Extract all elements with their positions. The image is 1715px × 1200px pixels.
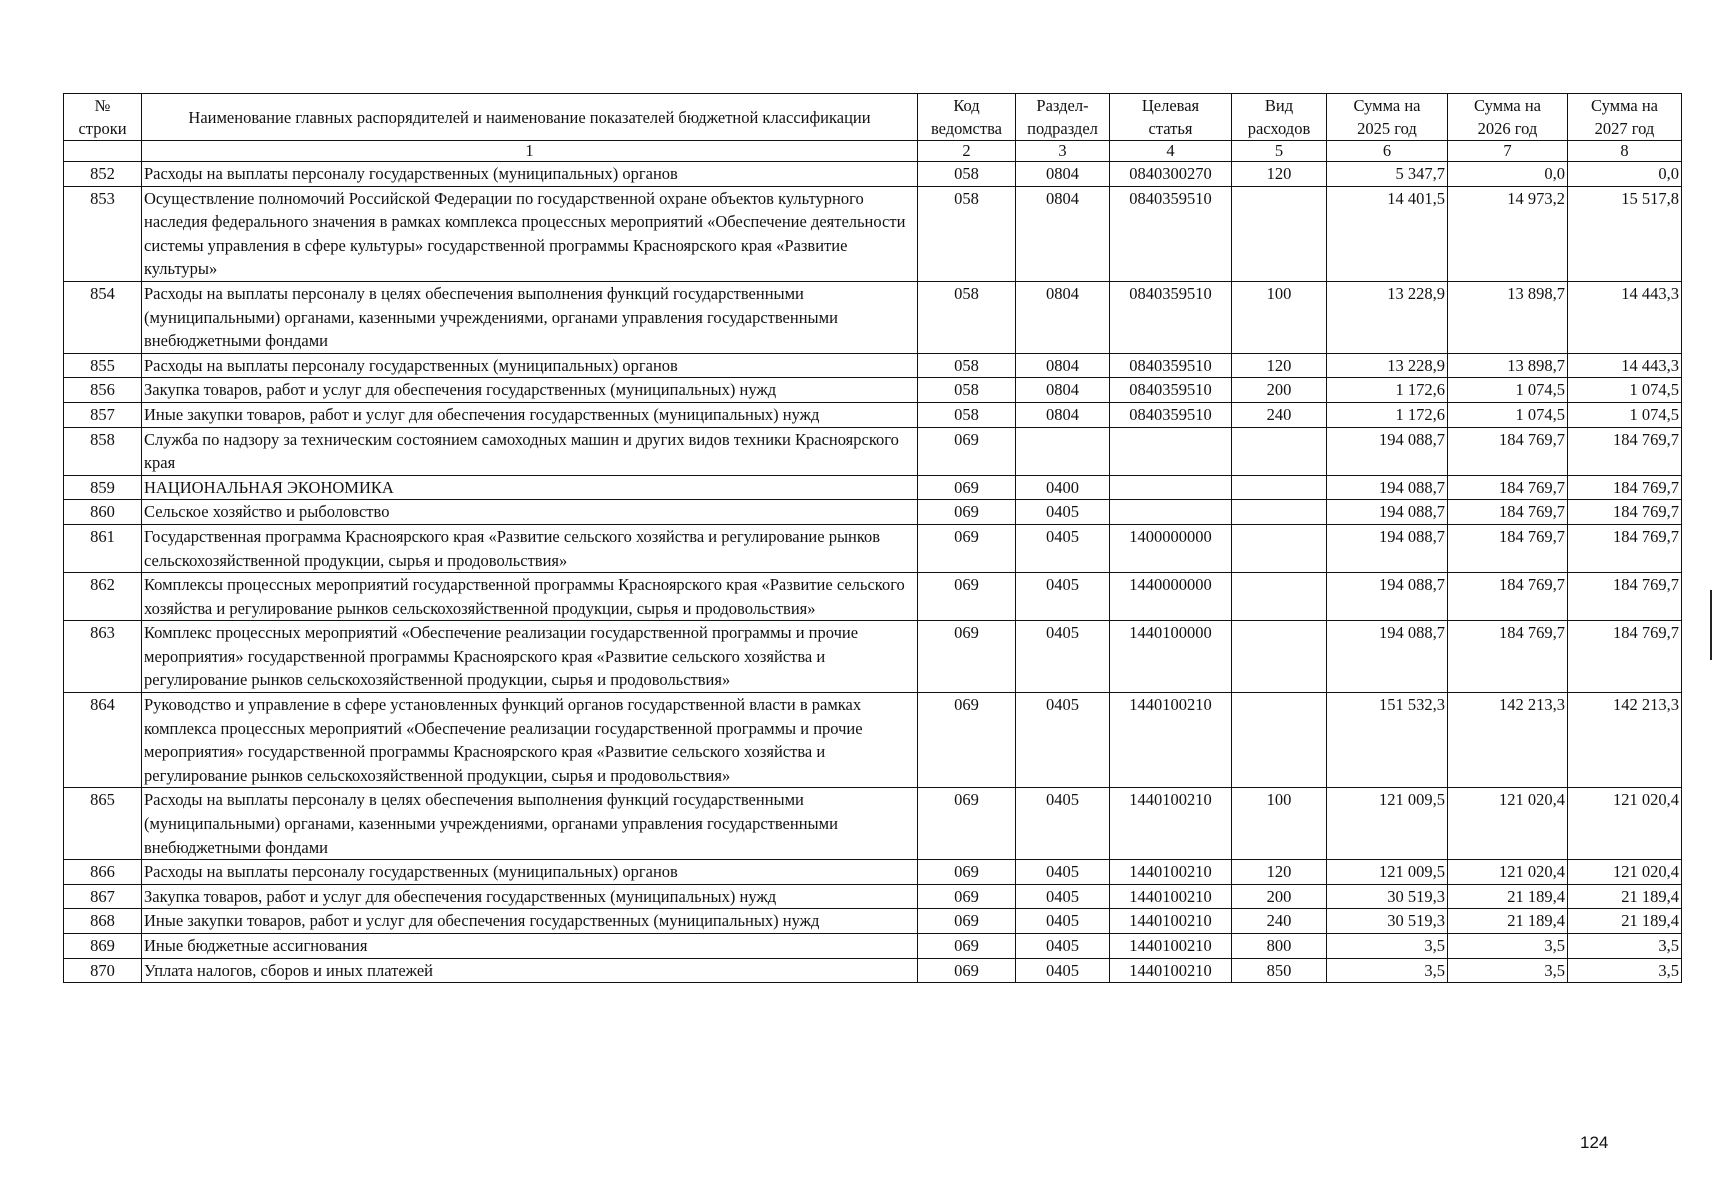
row-section: 0804 — [1016, 402, 1110, 427]
row-number: 867 — [64, 884, 142, 909]
row-sum-2025: 5 347,7 — [1327, 162, 1448, 187]
row-section: 0405 — [1016, 524, 1110, 572]
row-sum-2027: 184 769,7 — [1568, 500, 1682, 525]
header-sum-2026: Сумма на 2026 год — [1448, 94, 1568, 141]
row-number: 856 — [64, 378, 142, 403]
row-name: Расходы на выплаты персоналу государственных (муниципальных) органов — [142, 162, 918, 187]
row-number: 852 — [64, 162, 142, 187]
table-row — [64, 475, 1682, 500]
header-target: Целевая статья — [1110, 94, 1232, 141]
row-name: Государственная программа Красноярского края «Развитие сельского хозяйства и регулирование рынков сельскохозяйственной продукции, сырья и продовольствия» — [142, 524, 918, 572]
row-type — [1232, 475, 1327, 500]
row-sum-2026: 1 074,5 — [1448, 378, 1568, 403]
row-number: 863 — [64, 621, 142, 693]
row-name: НАЦИОНАЛЬНАЯ ЭКОНОМИКА — [142, 475, 918, 500]
row-sum-2025: 3,5 — [1327, 958, 1448, 983]
row-sum-2026: 0,0 — [1448, 162, 1568, 187]
row-section: 0804 — [1016, 281, 1110, 353]
row-sum-2026: 121 020,4 — [1448, 788, 1568, 860]
row-name: Иные закупки товаров, работ и услуг для обеспечения государственных (муниципальных) нужд — [142, 909, 918, 934]
table-row — [64, 884, 1682, 909]
row-code: 069 — [918, 934, 1016, 959]
column-number: 5 — [1232, 141, 1327, 162]
row-sum-2025: 121 009,5 — [1327, 860, 1448, 885]
row-sum-2027: 3,5 — [1568, 958, 1682, 983]
row-sum-2027: 3,5 — [1568, 934, 1682, 959]
row-sum-2027: 15 517,8 — [1568, 186, 1682, 281]
row-section: 0804 — [1016, 186, 1110, 281]
row-code: 069 — [918, 909, 1016, 934]
table-row — [64, 573, 1682, 621]
row-number: 869 — [64, 934, 142, 959]
table-row — [64, 693, 1682, 788]
row-number: 855 — [64, 353, 142, 378]
row-sum-2026: 14 973,2 — [1448, 186, 1568, 281]
row-sum-2025: 194 088,7 — [1327, 427, 1448, 475]
column-number: 8 — [1568, 141, 1682, 162]
row-type — [1232, 693, 1327, 788]
row-type: 200 — [1232, 884, 1327, 909]
row-section: 0405 — [1016, 621, 1110, 693]
row-sum-2026: 184 769,7 — [1448, 621, 1568, 693]
row-target: 1400000000 — [1110, 524, 1232, 572]
row-sum-2027: 14 443,3 — [1568, 281, 1682, 353]
row-name: Закупка товаров, работ и услуг для обеспечения государственных (муниципальных) нужд — [142, 884, 918, 909]
row-section: 0405 — [1016, 693, 1110, 788]
row-target — [1110, 475, 1232, 500]
row-target: 1440100210 — [1110, 909, 1232, 934]
row-code: 058 — [918, 162, 1016, 187]
table-row — [64, 860, 1682, 885]
row-section: 0405 — [1016, 909, 1110, 934]
row-sum-2026: 13 898,7 — [1448, 281, 1568, 353]
table-row — [64, 934, 1682, 959]
row-type: 120 — [1232, 860, 1327, 885]
row-target: 0840359510 — [1110, 353, 1232, 378]
table-row — [64, 162, 1682, 187]
row-code: 069 — [918, 621, 1016, 693]
row-number: 854 — [64, 281, 142, 353]
row-section — [1016, 427, 1110, 475]
row-type: 240 — [1232, 402, 1327, 427]
row-code: 069 — [918, 788, 1016, 860]
column-number: 3 — [1016, 141, 1110, 162]
row-number: 860 — [64, 500, 142, 525]
row-target: 0840359510 — [1110, 402, 1232, 427]
row-type: 850 — [1232, 958, 1327, 983]
row-section: 0405 — [1016, 934, 1110, 959]
row-section: 0400 — [1016, 475, 1110, 500]
header-type: Вид расходов — [1232, 94, 1327, 141]
row-type — [1232, 500, 1327, 525]
table-row — [64, 524, 1682, 572]
table-row — [64, 402, 1682, 427]
row-sum-2026: 1 074,5 — [1448, 402, 1568, 427]
row-code: 069 — [918, 693, 1016, 788]
table-row — [64, 281, 1682, 353]
row-target: 1440100210 — [1110, 788, 1232, 860]
table-row — [64, 788, 1682, 860]
row-code: 058 — [918, 353, 1016, 378]
row-sum-2025: 121 009,5 — [1327, 788, 1448, 860]
header-section: Раздел- подраздел — [1016, 94, 1110, 141]
row-code: 058 — [918, 281, 1016, 353]
row-number: 865 — [64, 788, 142, 860]
row-sum-2027: 14 443,3 — [1568, 353, 1682, 378]
row-type: 100 — [1232, 281, 1327, 353]
row-number: 857 — [64, 402, 142, 427]
row-sum-2025: 30 519,3 — [1327, 909, 1448, 934]
row-number: 864 — [64, 693, 142, 788]
row-section: 0405 — [1016, 860, 1110, 885]
row-type: 800 — [1232, 934, 1327, 959]
header-row-no: № строки — [64, 94, 142, 141]
row-sum-2025: 1 172,6 — [1327, 402, 1448, 427]
row-number: 861 — [64, 524, 142, 572]
row-type — [1232, 573, 1327, 621]
row-type: 100 — [1232, 788, 1327, 860]
row-sum-2025: 1 172,6 — [1327, 378, 1448, 403]
row-name: Служба по надзору за техническим состоянием самоходных машин и других видов техники Красноярского края — [142, 427, 918, 475]
column-number: 6 — [1327, 141, 1448, 162]
budget-table — [63, 93, 1682, 983]
margin-mark — [1710, 590, 1712, 660]
row-type: 120 — [1232, 162, 1327, 187]
header-row — [64, 94, 1682, 141]
row-sum-2025: 194 088,7 — [1327, 573, 1448, 621]
row-number: 866 — [64, 860, 142, 885]
row-code: 058 — [918, 378, 1016, 403]
table-row — [64, 378, 1682, 403]
column-number: 4 — [1110, 141, 1232, 162]
row-code: 058 — [918, 402, 1016, 427]
table-body — [64, 162, 1682, 983]
row-target: 1440100210 — [1110, 958, 1232, 983]
row-code: 069 — [918, 884, 1016, 909]
row-target: 1440000000 — [1110, 573, 1232, 621]
row-section: 0804 — [1016, 162, 1110, 187]
row-target — [1110, 427, 1232, 475]
row-code: 069 — [918, 524, 1016, 572]
row-type — [1232, 524, 1327, 572]
row-name: Расходы на выплаты персоналу в целях обеспечения выполнения функций государственными (муниципальными) органами, казенными учреждениями, органами управления государственными внебюджетными фондами — [142, 281, 918, 353]
row-sum-2027: 184 769,7 — [1568, 573, 1682, 621]
row-code: 069 — [918, 860, 1016, 885]
row-sum-2026: 3,5 — [1448, 934, 1568, 959]
row-sum-2026: 21 189,4 — [1448, 884, 1568, 909]
table-row — [64, 621, 1682, 693]
table-row — [64, 500, 1682, 525]
row-sum-2026: 184 769,7 — [1448, 524, 1568, 572]
row-sum-2025: 13 228,9 — [1327, 281, 1448, 353]
row-target: 1440100210 — [1110, 934, 1232, 959]
header-sum-2025: Сумма на 2025 год — [1327, 94, 1448, 141]
row-code: 058 — [918, 186, 1016, 281]
row-section: 0405 — [1016, 884, 1110, 909]
row-number: 859 — [64, 475, 142, 500]
row-target: 1440100210 — [1110, 884, 1232, 909]
row-name: Сельское хозяйство и рыболовство — [142, 500, 918, 525]
row-sum-2027: 0,0 — [1568, 162, 1682, 187]
row-section: 0804 — [1016, 378, 1110, 403]
row-code: 069 — [918, 958, 1016, 983]
row-name: Расходы на выплаты персоналу государственных (муниципальных) органов — [142, 860, 918, 885]
row-code: 069 — [918, 427, 1016, 475]
column-number: 1 — [142, 141, 918, 162]
row-code: 069 — [918, 475, 1016, 500]
row-sum-2025: 3,5 — [1327, 934, 1448, 959]
row-sum-2026: 184 769,7 — [1448, 573, 1568, 621]
row-sum-2027: 184 769,7 — [1568, 475, 1682, 500]
row-sum-2025: 194 088,7 — [1327, 475, 1448, 500]
header-name: Наименование главных распорядителей и наименование показателей бюджетной классификации — [142, 94, 918, 141]
row-target — [1110, 500, 1232, 525]
row-sum-2026: 13 898,7 — [1448, 353, 1568, 378]
row-sum-2025: 30 519,3 — [1327, 884, 1448, 909]
row-name: Иные закупки товаров, работ и услуг для обеспечения государственных (муниципальных) нужд — [142, 402, 918, 427]
row-sum-2027: 142 213,3 — [1568, 693, 1682, 788]
row-number: 870 — [64, 958, 142, 983]
row-sum-2026: 121 020,4 — [1448, 860, 1568, 885]
row-name: Иные бюджетные ассигнования — [142, 934, 918, 959]
row-target: 1440100000 — [1110, 621, 1232, 693]
table-row — [64, 958, 1682, 983]
row-sum-2026: 184 769,7 — [1448, 500, 1568, 525]
row-sum-2027: 121 020,4 — [1568, 860, 1682, 885]
row-number: 853 — [64, 186, 142, 281]
row-sum-2026: 21 189,4 — [1448, 909, 1568, 934]
row-number: 858 — [64, 427, 142, 475]
row-name: Расходы на выплаты персоналу государственных (муниципальных) органов — [142, 353, 918, 378]
row-sum-2025: 151 532,3 — [1327, 693, 1448, 788]
row-name: Уплата налогов, сборов и иных платежей — [142, 958, 918, 983]
row-number: 868 — [64, 909, 142, 934]
row-sum-2026: 184 769,7 — [1448, 427, 1568, 475]
row-sum-2025: 194 088,7 — [1327, 524, 1448, 572]
row-code: 069 — [918, 573, 1016, 621]
row-type: 240 — [1232, 909, 1327, 934]
row-sum-2027: 21 189,4 — [1568, 884, 1682, 909]
row-name: Руководство и управление в сфере установленных функций органов государственной власти в рамках комплекса процессных мероприятий «Обеспечение реализации государственной программы и прочие мероприятия» государственной программы Красноярского края «Развитие сельского хозяйства и регулирование рынков сельскохозяйственной продукции, сырья и продовольствия» — [142, 693, 918, 788]
column-number: 7 — [1448, 141, 1568, 162]
row-sum-2027: 184 769,7 — [1568, 524, 1682, 572]
row-target: 1440100210 — [1110, 693, 1232, 788]
row-sum-2027: 121 020,4 — [1568, 788, 1682, 860]
table-row — [64, 186, 1682, 281]
row-code: 069 — [918, 500, 1016, 525]
row-target: 0840359510 — [1110, 378, 1232, 403]
row-sum-2025: 14 401,5 — [1327, 186, 1448, 281]
table-row — [64, 353, 1682, 378]
row-sum-2025: 194 088,7 — [1327, 500, 1448, 525]
row-type: 120 — [1232, 353, 1327, 378]
row-sum-2027: 184 769,7 — [1568, 427, 1682, 475]
column-number-row — [64, 141, 1682, 162]
row-type — [1232, 621, 1327, 693]
row-target: 0840300270 — [1110, 162, 1232, 187]
table-row — [64, 427, 1682, 475]
row-sum-2025: 13 228,9 — [1327, 353, 1448, 378]
row-sum-2025: 194 088,7 — [1327, 621, 1448, 693]
page-number: 124 — [1580, 1133, 1609, 1152]
row-sum-2026: 3,5 — [1448, 958, 1568, 983]
row-type — [1232, 186, 1327, 281]
row-section: 0804 — [1016, 353, 1110, 378]
row-name: Комплекс процессных мероприятий «Обеспечение реализации государственной программы и прочие мероприятия» государственной программы Красноярского края «Развитие сельского хозяйства и регулирование рынков сельскохозяйственной продукции, сырья и продовольствия» — [142, 621, 918, 693]
row-sum-2027: 184 769,7 — [1568, 621, 1682, 693]
row-type: 200 — [1232, 378, 1327, 403]
row-sum-2027: 1 074,5 — [1568, 378, 1682, 403]
row-sum-2026: 142 213,3 — [1448, 693, 1568, 788]
column-number-empty — [64, 141, 142, 162]
row-section: 0405 — [1016, 958, 1110, 983]
row-target: 0840359510 — [1110, 186, 1232, 281]
header-sum-2027: Сумма на 2027 год — [1568, 94, 1682, 141]
row-target: 1440100210 — [1110, 860, 1232, 885]
row-name: Расходы на выплаты персоналу в целях обеспечения выполнения функций государственными (муниципальными) органами, казенными учреждениями, органами управления государственными внебюджетными фондами — [142, 788, 918, 860]
header-code: Код ведомства — [918, 94, 1016, 141]
column-number: 2 — [918, 141, 1016, 162]
row-number: 862 — [64, 573, 142, 621]
row-sum-2027: 1 074,5 — [1568, 402, 1682, 427]
row-type — [1232, 427, 1327, 475]
table-row — [64, 909, 1682, 934]
row-target: 0840359510 — [1110, 281, 1232, 353]
row-section: 0405 — [1016, 788, 1110, 860]
row-name: Комплексы процессных мероприятий государственной программы Красноярского края «Развитие сельского хозяйства и регулирование рынков сельскохозяйственной продукции, сырья и продовольствия» — [142, 573, 918, 621]
row-sum-2026: 184 769,7 — [1448, 475, 1568, 500]
row-sum-2027: 21 189,4 — [1568, 909, 1682, 934]
row-name: Осуществление полномочий Российской Федерации по государственной охране объектов культурного наследия федерального значения в рамках комплекса процессных мероприятий «Обеспечение деятельности системы управления в сфере культуры» государственной программы Красноярского края «Развитие культуры» — [142, 186, 918, 281]
row-section: 0405 — [1016, 573, 1110, 621]
row-section: 0405 — [1016, 500, 1110, 525]
row-name: Закупка товаров, работ и услуг для обеспечения государственных (муниципальных) нужд — [142, 378, 918, 403]
